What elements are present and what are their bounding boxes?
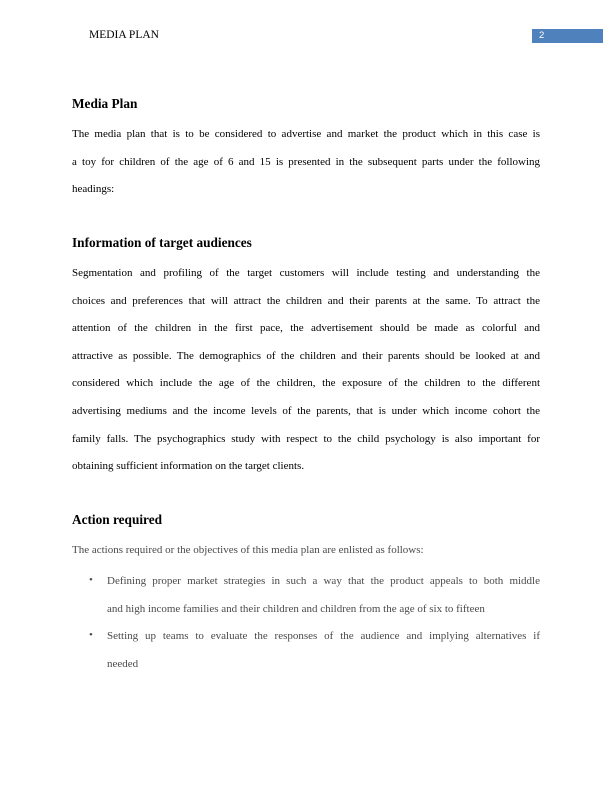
- section-heading: Media Plan: [72, 96, 138, 111]
- list-item: [89, 574, 540, 629]
- text-line: attractive as possible. The demographics of the children and their parents should be looked at and: [72, 349, 540, 362]
- text-line: choices and preferences that will attract the children and their parents at the same. To attract the: [72, 294, 540, 307]
- header-title: MEDIA PLAN: [89, 29, 159, 41]
- text-line: Segmentation and profiling of the target customers will include testing and understanding the: [72, 267, 540, 279]
- text-line: The media plan that is to be considered to advertise and market the product which in this case is: [72, 128, 540, 140]
- page-number-box: [532, 29, 603, 43]
- section-heading: Action required: [72, 512, 163, 527]
- text-line: advertising mediums and the income levels of the parents, that is under which income cohort the: [72, 404, 540, 417]
- paragraph: [72, 543, 540, 571]
- text-line: family falls. The psychographics study with respect to the child psychology is also important for: [72, 432, 540, 445]
- text-line: The actions required or the objectives of this media plan are enlisted as follows:: [72, 544, 424, 556]
- text-line: considered which include the age of the children, the exposure of the children to the different: [72, 377, 540, 390]
- paragraph: [72, 127, 540, 210]
- text-line: Defining proper market strategies in such a way that the product appeals to both middle: [107, 575, 540, 587]
- page-number: 2: [539, 30, 545, 41]
- text-line: needed: [107, 657, 139, 670]
- text-line: attention of the children in the first pace, the advertisement should be made as colorful and: [72, 322, 540, 335]
- paragraph: [72, 266, 540, 487]
- text-line: obtaining sufficient information on the target clients.: [72, 460, 305, 473]
- text-line: and high income families and their children and children from the age of six to fifteen: [107, 602, 485, 615]
- text-line: a toy for children of the age of 6 and 15 is presented in the subsequent parts under the following: [72, 155, 540, 168]
- text-line: headings:: [72, 183, 115, 196]
- section-heading: Information of target audiences: [72, 235, 252, 250]
- text-line: Setting up teams to evaluate the responses of the audience and implying alternatives if: [107, 630, 540, 642]
- bullet-icon: •: [89, 629, 93, 641]
- bullet-icon: •: [89, 574, 93, 586]
- list-item: [89, 629, 540, 684]
